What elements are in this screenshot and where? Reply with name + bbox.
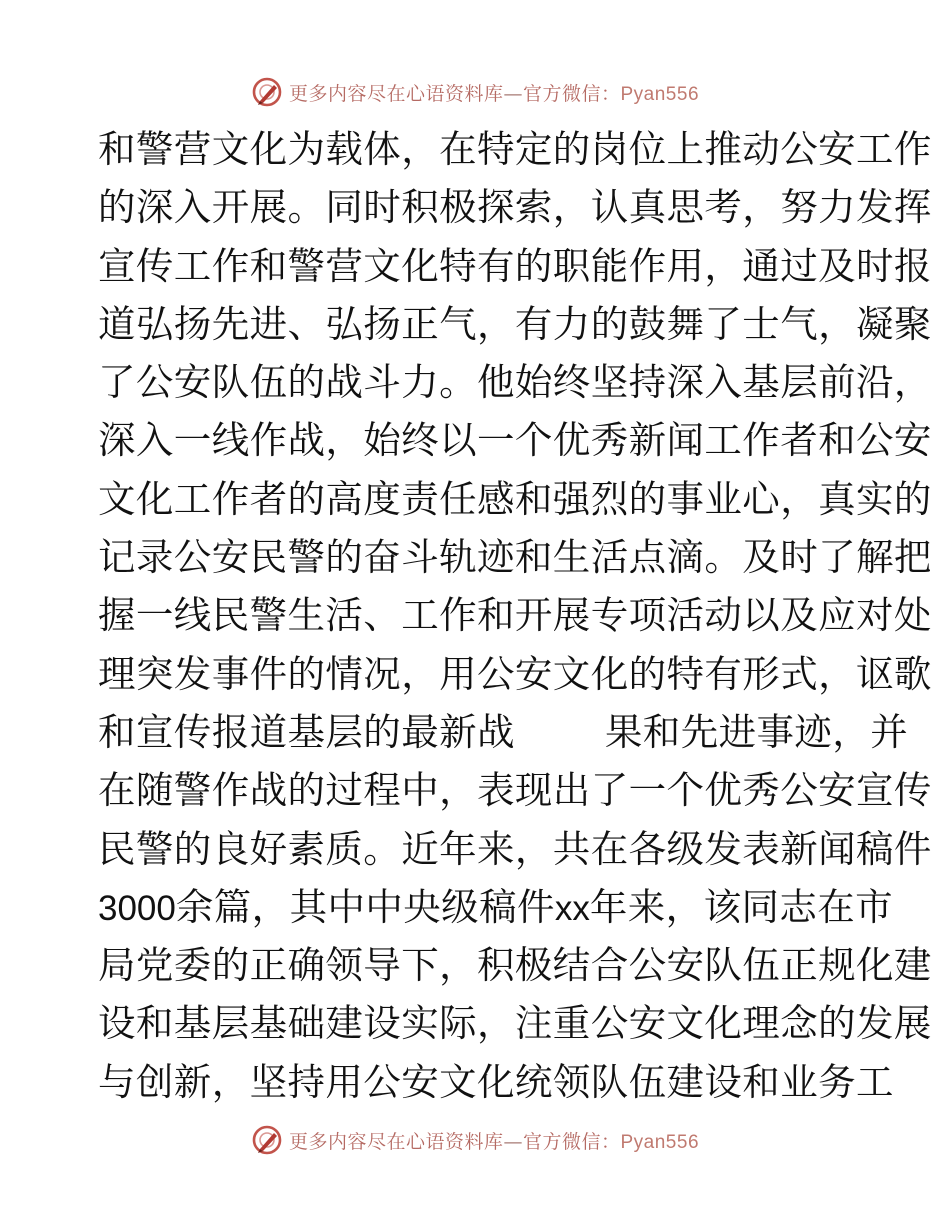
text-line-with-gap <box>98 703 909 761</box>
text-line: 和警营文化为载体，在特定的岗位上推动公安工作 <box>98 127 932 171</box>
pen-logo-icon <box>251 76 283 108</box>
text-line: 记录公安民警的奋斗轨迹和生活点滴。及时了解把 <box>98 535 932 580</box>
text-line: 民警的良好素质。近年来，共在各级发表新闻稿件 <box>98 826 932 871</box>
header-separator: — <box>503 82 523 105</box>
footer-separator: — <box>503 1130 523 1153</box>
header-banner <box>0 70 950 114</box>
text-line: 在随警作战的过程中，表现出了一个优秀公安宣传 <box>98 768 932 813</box>
text-line: 理突发事件的情况，用公安文化的特有形式，讴歌 <box>98 651 932 696</box>
text-segment: 余篇，其中中央级稿件 <box>175 884 555 929</box>
text-line: 深入一线作战，始终以一个优秀新闻工作者和公安 <box>98 418 932 463</box>
text-segment: 果和先进事迹，并 <box>604 709 909 754</box>
text-line: 文化工作者的高度责任感和强烈的事业心，真实的 <box>98 476 932 521</box>
text-line: 局党委的正确领导下，积极结合公安队伍正规化建 <box>98 943 932 988</box>
header-text <box>289 79 699 106</box>
header-wechat-id: Pyan556 <box>620 83 700 105</box>
footer-wechat-id: Pyan556 <box>620 1131 700 1153</box>
text-line: 道弘扬先进、弘扬正气，有力的鼓舞了士气，凝聚 <box>98 301 932 346</box>
text-line: 了公安队伍的战斗力。他始终坚持深入基层前沿， <box>98 360 932 405</box>
document-body <box>98 120 932 1111</box>
footer-label: 官方微信： <box>522 1130 621 1153</box>
text-segment: 和宣传报道基层的最新战 <box>98 709 515 754</box>
text-segment: 年来，该同志在市 <box>589 884 894 929</box>
footer-brand: 更多内容尽在心语资料库 <box>288 1130 504 1153</box>
text-line: 宣传工作和警营文化特有的职能作用，通过及时报 <box>98 243 932 288</box>
footer-banner <box>0 1118 950 1162</box>
text-line: 握一线民警生活、工作和开展专项活动以及应对处 <box>98 593 932 638</box>
placeholder-segment: xx <box>554 888 590 928</box>
text-line: 的深入开展。同时积极探索，认真思考，努力发挥 <box>98 185 932 230</box>
text-line: 与创新，坚持用公安文化统领队伍建设和业务工 <box>98 1059 894 1104</box>
footer-text <box>289 1127 699 1154</box>
text-line: 设和基层基础建设实际，注重公安文化理念的发展 <box>98 1001 932 1046</box>
header-label: 官方微信： <box>522 82 621 105</box>
pen-logo-icon <box>251 1124 283 1156</box>
text-line-mixed <box>98 878 894 936</box>
number-segment: 3000 <box>98 888 176 928</box>
header-brand: 更多内容尽在心语资料库 <box>288 82 504 105</box>
